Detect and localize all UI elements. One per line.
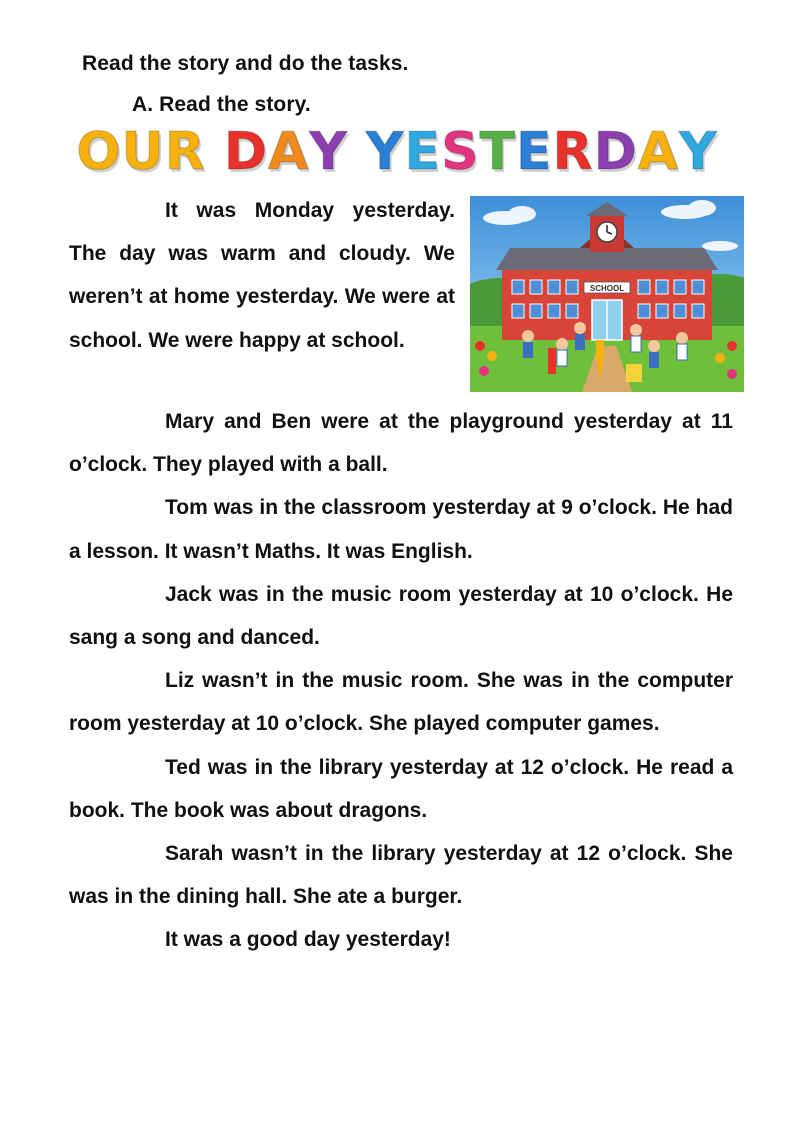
title-letter: A xyxy=(637,122,680,182)
story-paragraph: Jack was in the music room yesterday at 10 o’clock. He sang a song and danced. xyxy=(69,582,733,650)
story-paragraph: It was Monday yesterday. The day was warm and cloudy. We weren’t at home yesterday. We were at school. We were happy at school. xyxy=(69,199,455,352)
story-paragraph: It was a good day yesterday! xyxy=(165,928,451,952)
school-illustration xyxy=(470,196,744,392)
story-intro xyxy=(69,189,455,362)
title-letter: S xyxy=(441,122,480,182)
title-letter: Y xyxy=(309,122,348,182)
task-instructions: Read the story and do the tasks. xyxy=(82,52,409,75)
title-letter: U xyxy=(121,122,165,182)
story-body xyxy=(69,400,733,962)
title-letter: Y xyxy=(679,122,718,182)
title-letter: A xyxy=(267,122,310,182)
story-paragraph: Liz wasn’t in the music room. She was in the computer room yesterday at 10 o’clock. She played computer games. xyxy=(69,669,733,736)
title-letter: D xyxy=(223,122,268,182)
title-letter: T xyxy=(479,122,517,182)
title-letter: Y xyxy=(365,122,405,182)
story-paragraph: Mary and Ben were at the playground yesterday at 11 o’clock. They played with a ball. xyxy=(69,410,733,477)
story-title xyxy=(0,122,794,182)
title-letter: E xyxy=(404,122,442,182)
title-letter: E xyxy=(516,122,553,182)
section-a-heading: A. Read the story. xyxy=(132,93,311,116)
story-paragraph: Sarah wasn’t in the library yesterday at 12 o’clock. She was in the dining hall. She ate a burger. xyxy=(69,842,733,909)
title-letter: O xyxy=(76,122,122,182)
title-letter: R xyxy=(164,122,206,182)
story-paragraph: Ted was in the library yesterday at 12 o’clock. He read a book. The book was about dragons. xyxy=(69,755,733,822)
school-sign: SCHOOL xyxy=(589,284,625,293)
title-letter: D xyxy=(593,122,638,182)
title-letter: R xyxy=(552,122,594,182)
story-paragraph: Tom was in the classroom yesterday at 9 o’clock. He had a lesson. It wasn’t Maths. It was English. xyxy=(69,496,733,563)
